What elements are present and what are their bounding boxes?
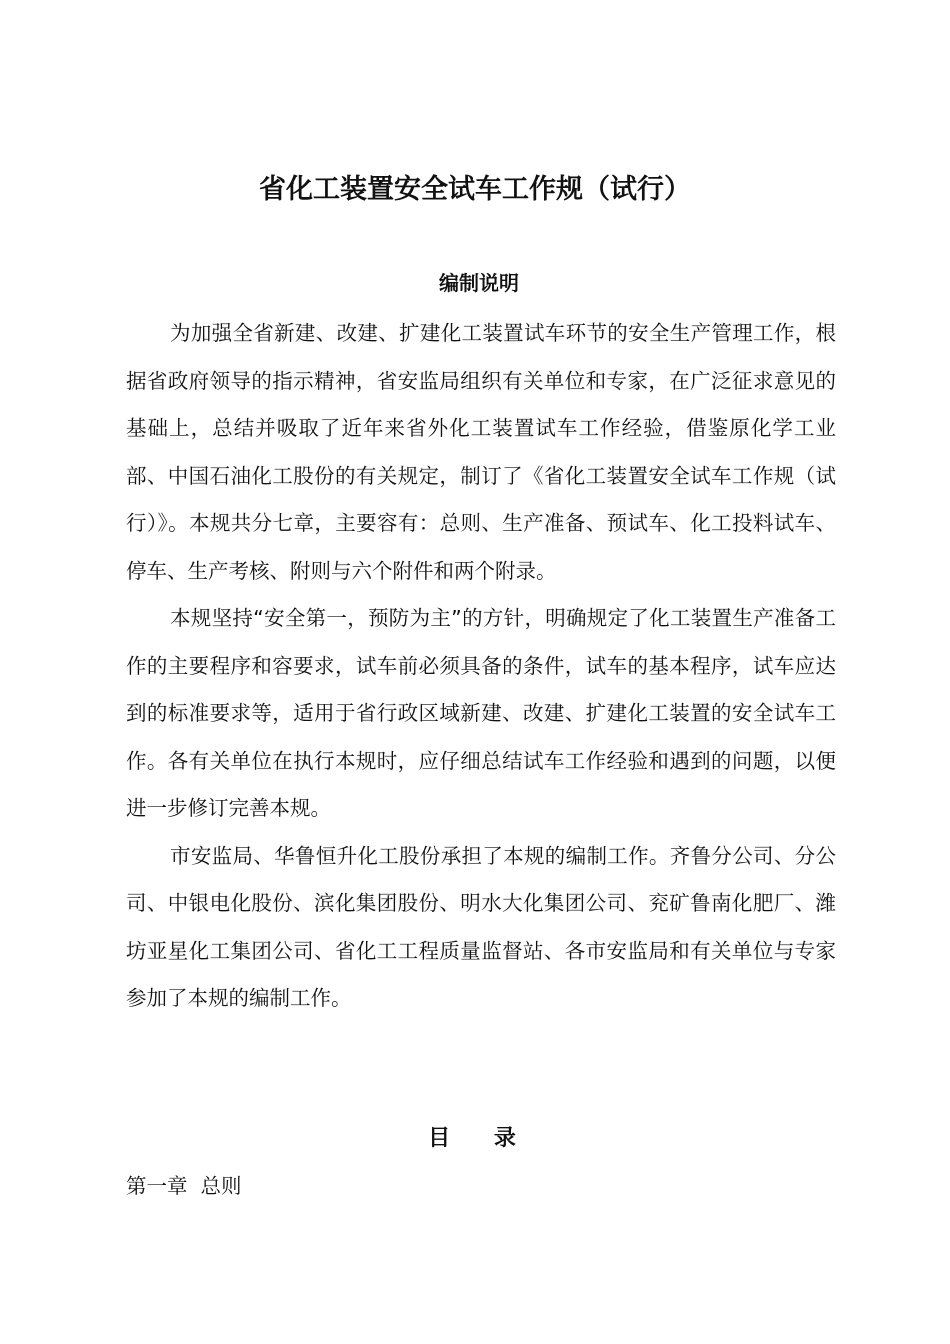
document-title: 省化工装置安全试车工作规（试行） [259, 174, 691, 205]
table-of-contents [126, 1166, 836, 1206]
compilation-notes-body [126, 310, 836, 1023]
table-of-contents-heading: 目 录 [428, 1126, 534, 1151]
paragraph-1: 为加强全省新建、改建、扩建化工装置试车环节的安全生产管理工作，根据省政府领导的指示精神，省安监局组织有关单位和专家，在广泛征求意见的基础上，总结并吸取了近年来省外化工装置试车工作经验，借鉴原化学工业部、中国石油化工股份的有关规定，制订了《省化工装置安全试车工作规（试行）》。本规共分七章，主要容有：总则、生产准备、预试车、化工投料试车、停车、生产考核、附则与六个附件和两个附录。 [126, 321, 836, 583]
paragraph-2: 本规坚持“安全第一，预防为主”的方针，明确规定了化工装置生产准备工作的主要程序和容要求，试车前必须具备的条件，试车的基本程序，试车应达到的标准要求等，适用于省行政区域新建、改建、扩建化工装置的安全试车工作。各有关单位在执行本规时，应仔细总结试车工作经验和遇到的问题，以便进一步修订完善本规。 [126, 606, 836, 820]
toc-item-chapter-1[interactable]: 第一章 总则 [126, 1174, 242, 1198]
section-heading-compilation-notes: 编制说明 [439, 271, 519, 295]
paragraph-3: 市安监局、华鲁恒升化工股份承担了本规的编制工作。齐鲁分公司、分公司、中银电化股份、滨化集团股份、明水大化集团公司、兖矿鲁南化肥厂、潍坊亚星化工集团公司、省化工工程质量监督站、各市安监局和有关单位与专家参加了本规的编制工作。 [126, 843, 836, 1010]
